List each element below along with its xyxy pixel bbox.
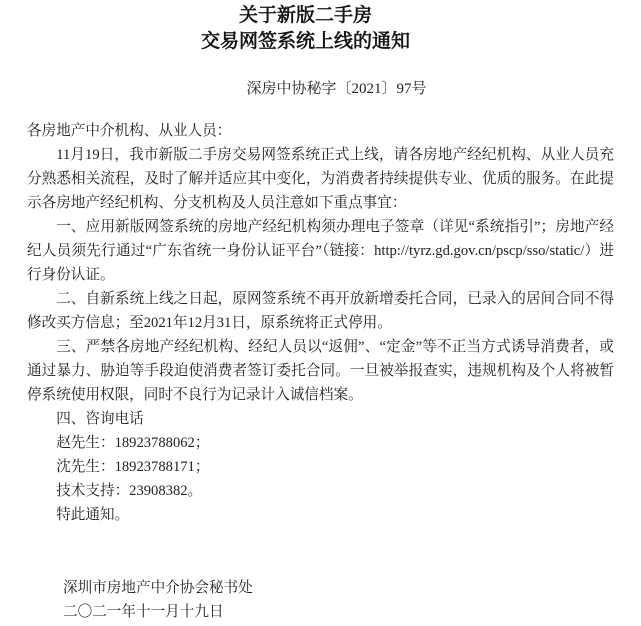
paragraph-item-4-contact-heading: 四、咨询电话 bbox=[56, 411, 144, 427]
document-body bbox=[27, 119, 614, 527]
contact-line-shen: 沈先生：18923788171； bbox=[56, 459, 210, 475]
paragraph-item-1-esignature: 一、应用新版网签系统的房地产经纪机构须办理电子签章（详见“系统指引”；房地产经纪人员须先行通过“广东省统一身份认证平台”（链接：http://tyrz.gd.gov.cn/pscp/sso/static/）进行身份认证。 bbox=[27, 219, 614, 283]
signature-date: 二〇二一年十一月十九日 bbox=[63, 604, 224, 620]
document-number: 深房中协秘字〔2021〕97号 bbox=[246, 81, 427, 97]
document-title-line-2: 交易网签系统上线的通知 bbox=[200, 31, 410, 52]
paragraph-item-2-old-system-shutdown: 二、自新系统上线之日起，原网签系统不再开放新增委托合同，已录入的居间合同不得修改买方信息；至2021年12月31日，原系统将正式停用。 bbox=[27, 291, 614, 331]
signature-block bbox=[63, 576, 614, 624]
closing-notice: 特此通知。 bbox=[56, 507, 130, 523]
signature-org: 深圳市房地产中介协会秘书处 bbox=[63, 580, 253, 596]
paragraph-item-3-prohibitions: 三、严禁各房地产经纪机构、经纪人员以“返佣”、“定金”等不正当方式诱导消费者，或通过暴力、胁迫等手段迫使消费者签订委托合同。一旦被举报查实，违规机构及个人将被暂停系统使用权限，同时不良行为记录计入诚信档案。 bbox=[27, 339, 614, 403]
paragraph-intro: 11月19日，我市新版二手房交易网签系统正式上线，请各房地产经纪机构、从业人员充分熟悉相关流程，及时了解并适应其中变化，为消费者持续提供专业、优质的服务。在此提示各房地产经纪机构、分支机构及人员注意如下重点事宜： bbox=[27, 147, 614, 211]
document-title-line-1: 关于新版二手房 bbox=[238, 5, 372, 26]
contact-line-zhao: 赵先生：18923788062； bbox=[56, 435, 210, 451]
document-title bbox=[27, 3, 584, 55]
contact-line-tech-support: 技术支持：23908382。 bbox=[56, 483, 203, 499]
salutation: 各房地产中介机构、从业人员： bbox=[27, 123, 232, 139]
